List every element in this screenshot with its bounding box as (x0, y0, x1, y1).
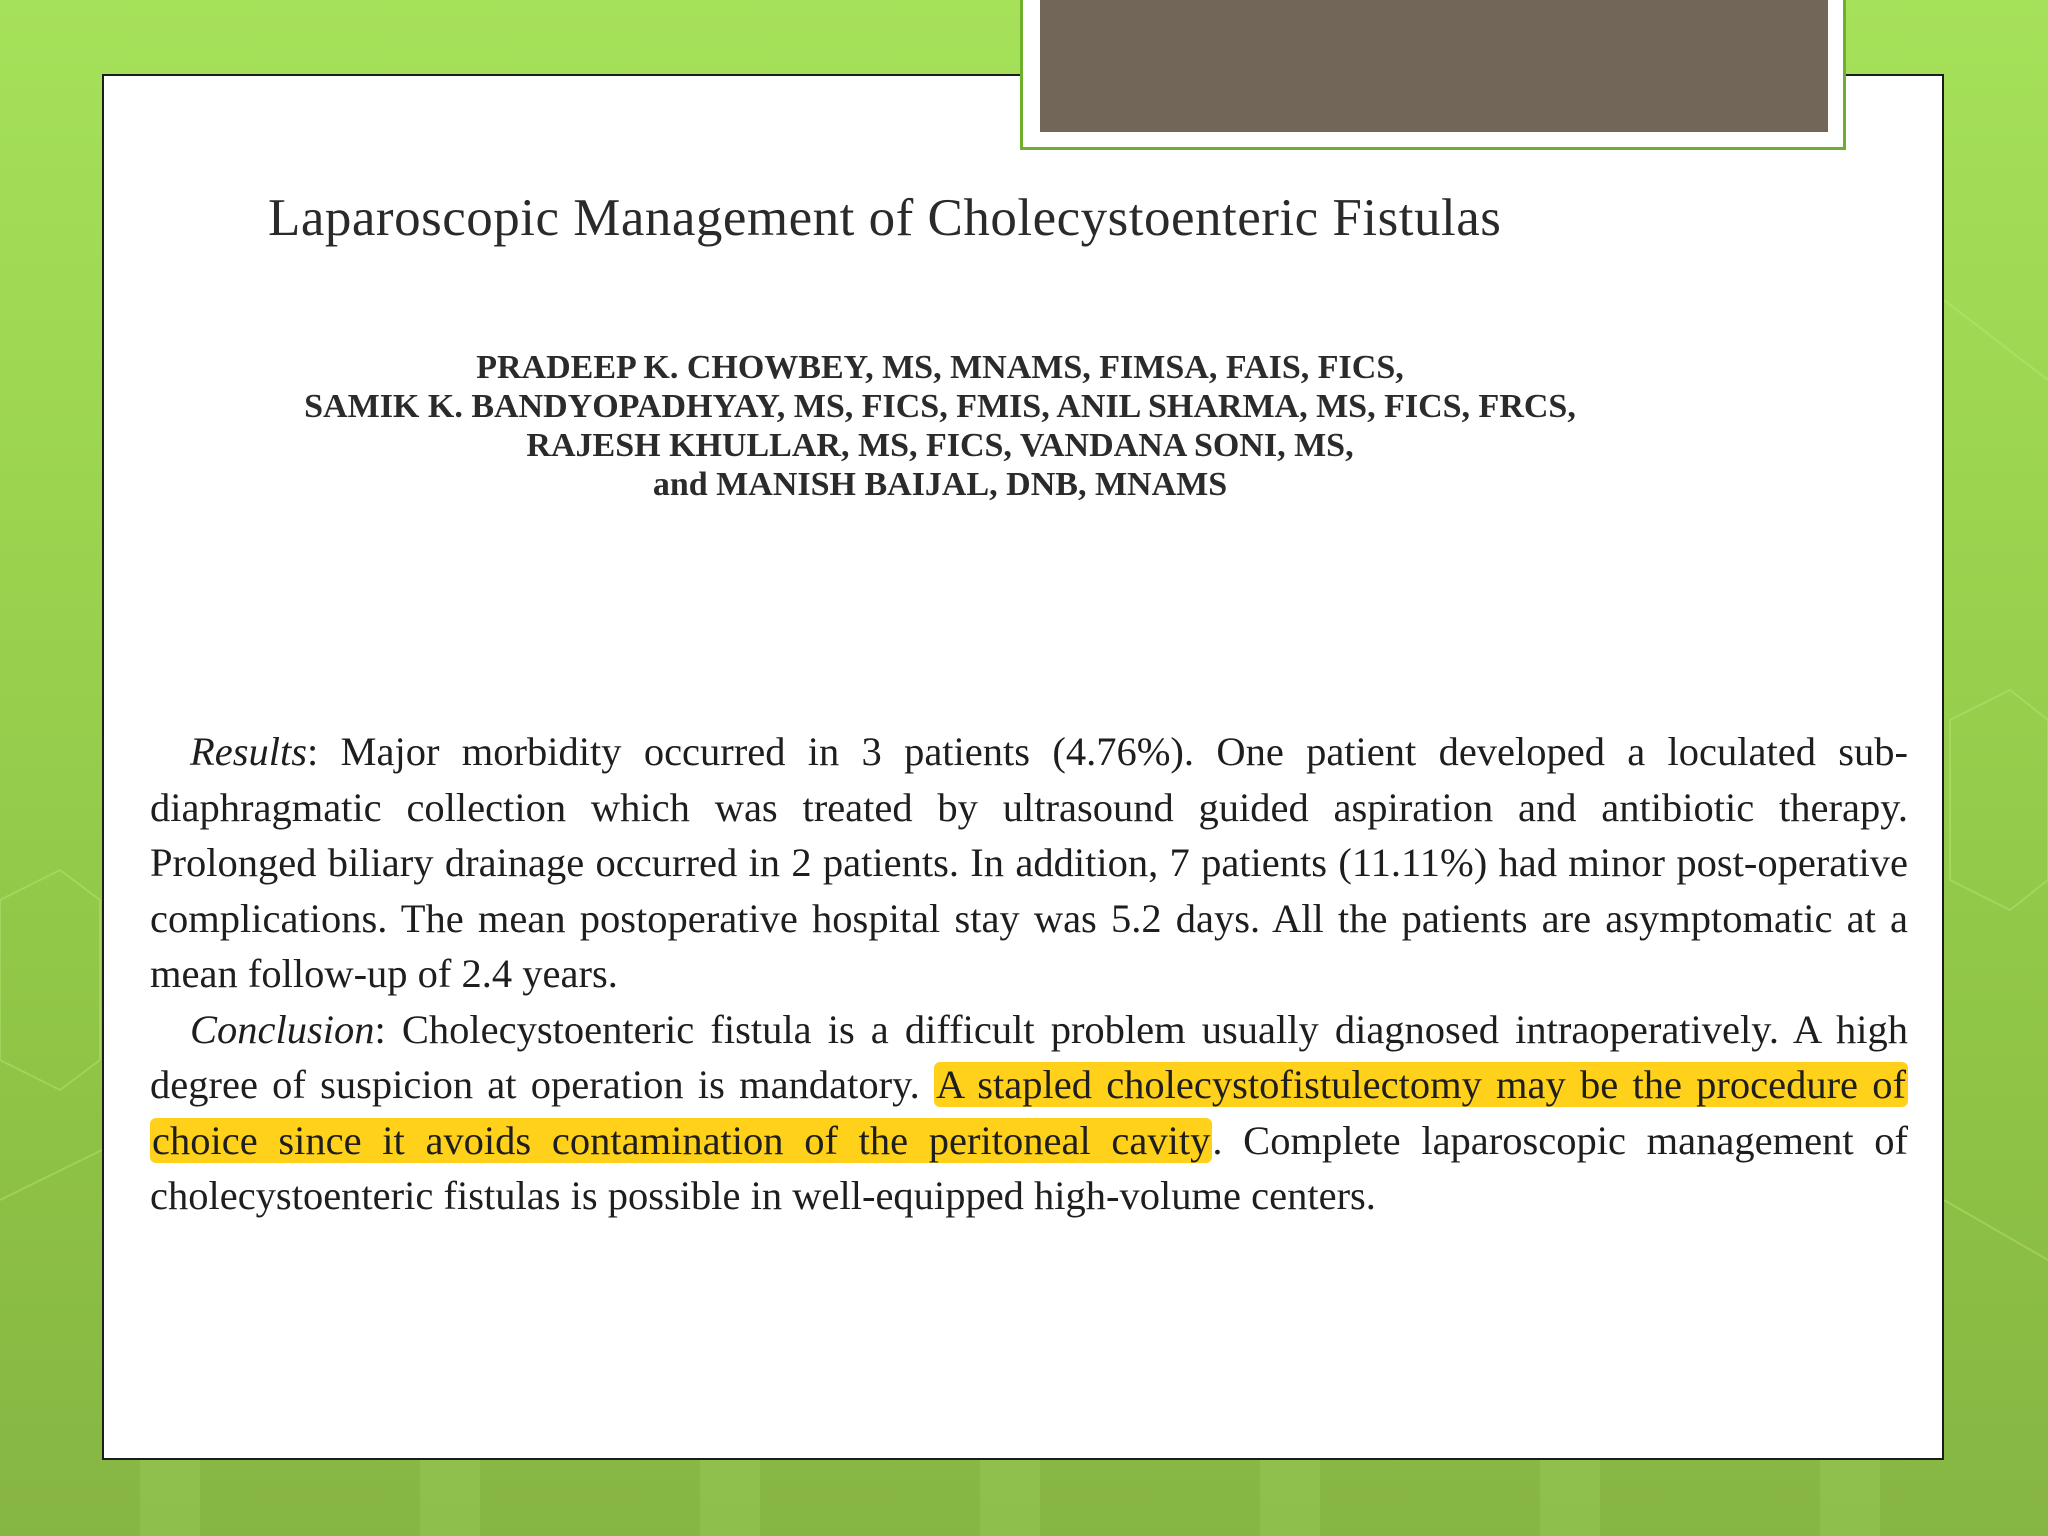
author-line: RAJESH KHULLAR, MS, FICS, VANDANA SONI, MS, (526, 427, 1354, 464)
results-paragraph (150, 724, 1908, 1002)
author-line: SAMIK K. BANDYOPADHYAY, MS, FICS, FMIS, ANIL SHARMA, MS, FICS, FRCS, (304, 388, 1576, 425)
highlighted-text: A stapled cholecystofistulectomy may be the procedure of choice since it avoids contamination of the peritoneal cavity (152, 1062, 1906, 1163)
conclusion-paragraph (150, 1002, 1908, 1224)
conclusion-separator: : (374, 1006, 402, 1052)
results-text: Major morbidity occurred in 3 patients (4.76%). One patient developed a loculated sub-diaphragmatic collection which was treated by ultrasound guided aspiration and antibiotic therapy. Prolonged biliary drainage occurred in 2 patients. In addition, 7 patients (11.11%) had minor post-operative complications. The mean postoperative hospital stay was 5.2 days. All the patients are asymptomatic at a mean follow-up of 2.4 years. (150, 729, 1908, 996)
author-list (200, 348, 1680, 504)
abstract (150, 724, 1908, 1224)
results-label: Results (190, 729, 307, 774)
conclusion-text-before: Cholecystoenteric fistula is a difficult problem usually diagnosed intraoperatively. A high degree of suspicion at operation is mandatory. (150, 1006, 1908, 1107)
header-tab (1040, 0, 1828, 132)
author-line: PRADEEP K. CHOWBEY, MS, MNAMS, FIMSA, FAIS, FICS, (476, 349, 1404, 386)
results-separator: : (307, 729, 341, 774)
author-line: and MANISH BAIJAL, DNB, MNAMS (652, 466, 1228, 503)
conclusion-text-after: . Complete laparoscopic management of cholecystoenteric fistulas is possible in well-equipped high-volume centers. (150, 1117, 1908, 1218)
conclusion-label: Conclusion (190, 1006, 375, 1052)
paper-title: Laparoscopic Management of Cholecystoenteric Fistulas (268, 189, 1502, 247)
